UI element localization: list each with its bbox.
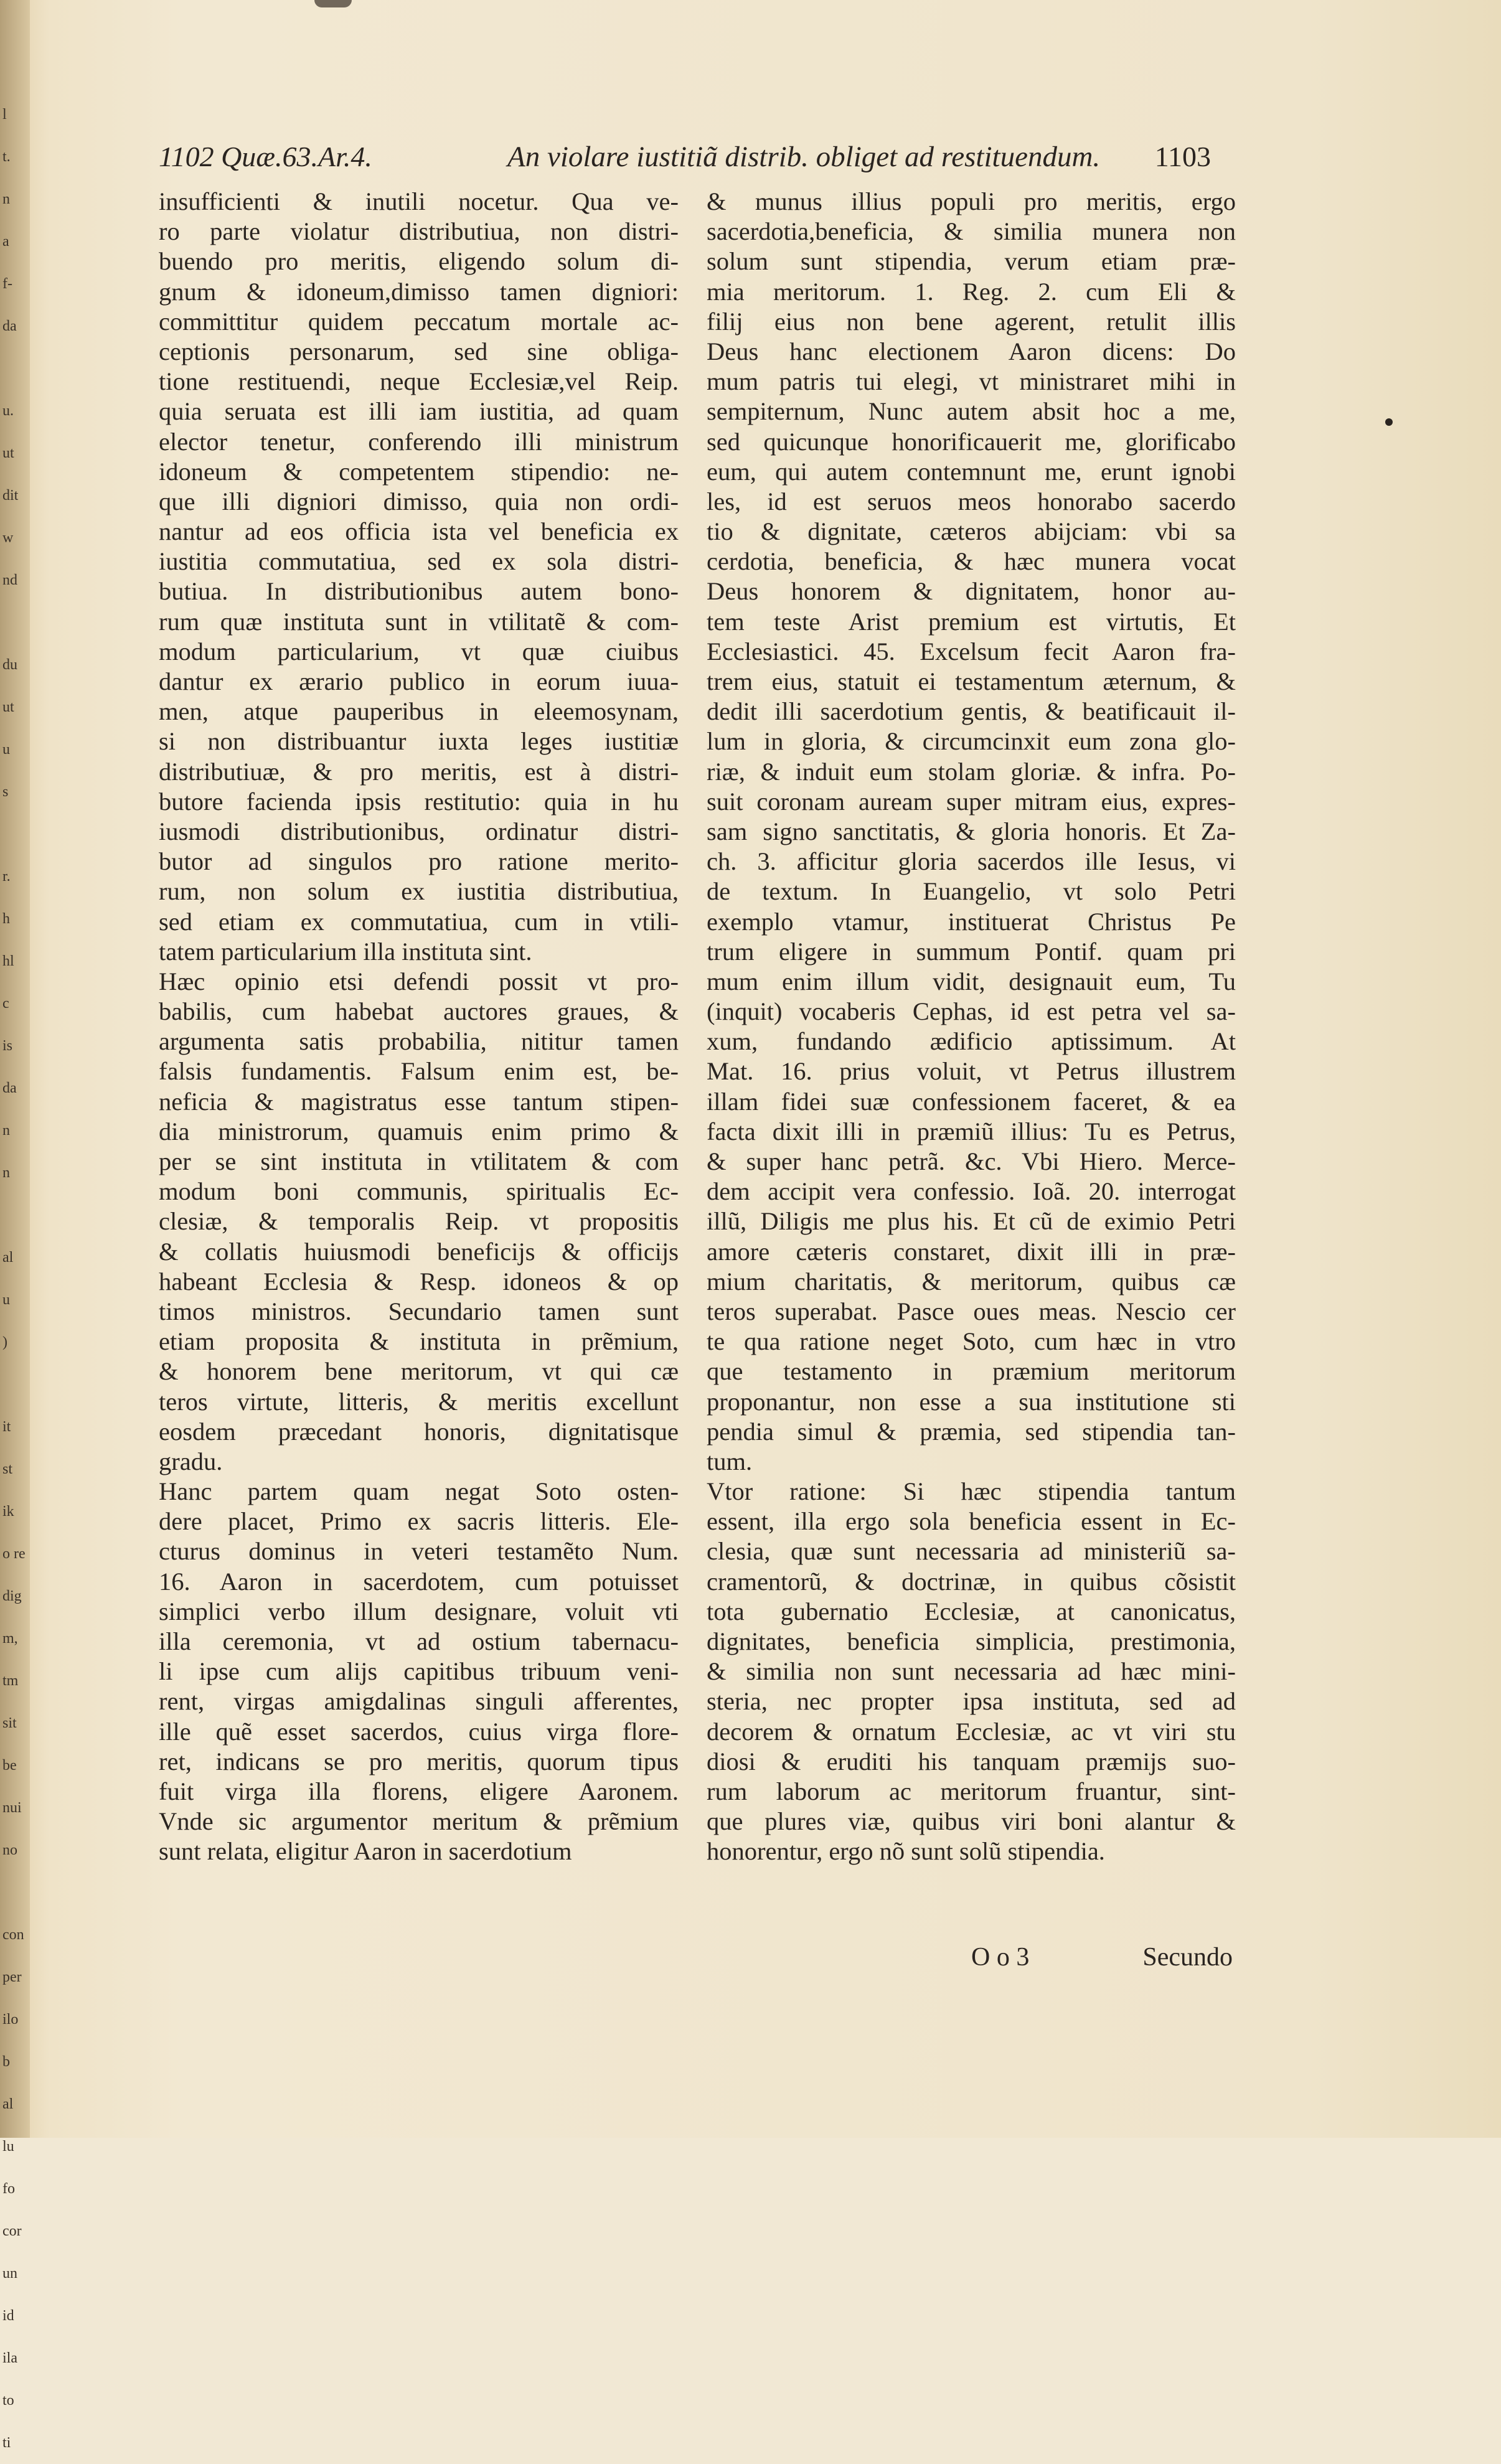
text-line: rent, virgas amigdalinas singuli afferentes, bbox=[159, 1687, 679, 1716]
left-text-column bbox=[159, 187, 679, 1867]
text-line: ret, indicans se pro meritis, quorum tipus bbox=[159, 1747, 679, 1775]
text-line: Deus hanc electionem Aaron dicens: Do bbox=[707, 337, 1236, 365]
text-line: clesiæ, & temporalis Reip. vt propositis bbox=[159, 1207, 679, 1236]
text-line: teros virtute, litteris, & meritis excellunt bbox=[159, 1387, 679, 1416]
text-line: mum enim illum vidit, designauit eum, Tu bbox=[707, 967, 1236, 995]
text-line: modum boni communis, spiritualis Ec- bbox=[159, 1177, 679, 1206]
text-line: & munus illius populi pro meritis, ergo bbox=[707, 187, 1236, 215]
text-line: rum quæ instituta sunt in vtilitatẽ & com- bbox=[159, 607, 679, 636]
text-line: illam fidei suæ confessionem faceret, & ea bbox=[707, 1087, 1236, 1116]
text-line: tione restituendi, neque Ecclesiæ,vel Reip. bbox=[159, 367, 679, 396]
text-line: cerdotia, beneficia, & hæc munera vocat bbox=[707, 547, 1236, 576]
text-line: de textum. In Euangelio, vt solo Petri bbox=[707, 877, 1236, 906]
text-line: iusmodi distributionibus, ordinatur distri- bbox=[159, 817, 679, 845]
text-line: xum, fundando ædificio aptissimum. At bbox=[707, 1027, 1236, 1056]
text-line: elector tenetur, conferendo illi ministrum bbox=[159, 427, 679, 456]
text-line: dedit illi sacerdotium gentis, & beatificauit il- bbox=[707, 697, 1236, 726]
text-line: mia meritorum. 1. Reg. 2. cum Eli & bbox=[707, 277, 1236, 306]
text-line: insufficienti & inutili nocetur. Qua ve- bbox=[159, 187, 679, 215]
text-line: nantur ad eos officia ista vel beneficia ex bbox=[159, 517, 679, 546]
text-line: ro parte violatur distributiua, non distri- bbox=[159, 217, 679, 246]
text-line: Vnde sic argumentor meritum & prẽmium bbox=[159, 1807, 679, 1836]
text-line: tum. bbox=[707, 1447, 753, 1475]
page-footer bbox=[971, 1942, 1233, 1972]
text-line: proponantur, non esse a sua institutione sti bbox=[707, 1387, 1236, 1416]
text-line: & collatis huiusmodi beneficijs & officijs bbox=[159, 1237, 679, 1266]
text-line: eosdem præcedant honoris, dignitatisque bbox=[159, 1417, 679, 1446]
page-number-right: 1103 bbox=[1154, 141, 1211, 172]
text-line: cturus dominus in veteri testamẽto Num. bbox=[159, 1537, 679, 1566]
text-line: men, atque pauperibus in eleemosynam, bbox=[159, 697, 679, 726]
text-line: clesia, quæ sunt necessaria ad ministeriũ sa- bbox=[707, 1537, 1236, 1566]
text-line: Mat. 16. prius voluit, vt Petrus illustrem bbox=[707, 1057, 1236, 1086]
text-line: etiam proposita & instituta in prẽmium, bbox=[159, 1327, 679, 1356]
text-line: committitur quidem peccatum mortale ac- bbox=[159, 307, 679, 336]
text-line: butor ad singulos pro ratione merito- bbox=[159, 847, 679, 876]
text-line: filij eius non bene agerent, retulit illis bbox=[707, 307, 1236, 336]
text-line: per se sint instituta in vtilitatem & com bbox=[159, 1147, 679, 1175]
text-line: idoneum & competentem stipendio: ne- bbox=[159, 457, 679, 486]
text-line: trum eligere in summum Pontif. quam pri bbox=[707, 937, 1236, 966]
text-line: honorentur, ergo nõ sunt solũ stipendia. bbox=[707, 1837, 1105, 1866]
running-head bbox=[159, 140, 1211, 184]
text-line: sempiternum, Nunc autem absit hoc a me, bbox=[707, 397, 1236, 426]
text-line: timos ministros. Secundario tamen sunt bbox=[159, 1297, 679, 1325]
text-line: dignitates, beneficia simplicia, prestimonia, bbox=[707, 1627, 1236, 1655]
text-line: que illi digniori dimisso, quia non ordi- bbox=[159, 487, 679, 515]
text-line: sed etiam ex commutatiua, cum in vtili- bbox=[159, 907, 679, 936]
text-line: li ipse cum alijs capitibus tribuum veni- bbox=[159, 1657, 679, 1686]
text-line: babilis, cum habebat auctores graues, & bbox=[159, 997, 679, 1026]
text-line: lum in gloria, & circumcinxit eum zona glo- bbox=[707, 727, 1236, 756]
text-line: te qua ratione neget Soto, cum hæc in vtro bbox=[707, 1327, 1236, 1356]
text-line: Hanc partem quam negat Soto osten- bbox=[159, 1477, 679, 1506]
text-line: mium charitatis, & meritorum, quibus cæ bbox=[707, 1267, 1236, 1295]
text-line: & super hanc petrã. &c. Vbi Hiero. Merce- bbox=[707, 1147, 1236, 1175]
text-line: & honorem bene meritorum, vt qui cæ bbox=[159, 1357, 679, 1386]
text-line: Deus honorem & dignitatem, honor au- bbox=[707, 577, 1236, 606]
right-text-column bbox=[707, 187, 1236, 1867]
text-line: tatem particularium illa instituta sint. bbox=[159, 937, 532, 966]
facing-page-edge-text: l t. n a f- da u. ut dit w nd du ut u s r. h hl c is da n n al u ) it st ik o re dig m, tm sit be nui no con per ilo b al lu fo cor un id ila to ti bbox=[2, 106, 26, 2451]
text-line: les, id est seruos meos honorabo sacerdo bbox=[707, 487, 1236, 515]
text-line: sunt relata, eligitur Aaron in sacerdotium bbox=[159, 1837, 572, 1866]
text-line: dia ministrorum, quamuis enim primo & bbox=[159, 1117, 679, 1145]
text-line: mum patris tui elegi, vt ministraret mihi in bbox=[707, 367, 1236, 396]
text-line: fuit virga illa florens, eligere Aaronem. bbox=[159, 1777, 679, 1805]
text-line: trem eius, statuit ei testamentum æternum, & bbox=[707, 667, 1236, 695]
text-line: eum, qui autem contemnunt me, erunt ignobi bbox=[707, 457, 1236, 486]
text-line: dere placet, Primo ex sacris litteris. Ele- bbox=[159, 1507, 679, 1536]
binding-gutter bbox=[0, 0, 30, 2451]
text-line: steria, nec propter ipsa instituta, sed ad bbox=[707, 1687, 1236, 1716]
signature-mark: O o 3 bbox=[971, 1943, 1030, 1972]
text-line: diosi & eruditi his tanquam præmijs suo- bbox=[707, 1747, 1236, 1775]
text-line: Ecclesiastici. 45. Excelsum fecit Aaron fra- bbox=[707, 637, 1236, 665]
text-line: Vtor ratione: Si hæc stipendia tantum bbox=[707, 1477, 1236, 1506]
text-line: tio & dignitate, cæteros abijciam: vbi sa bbox=[707, 517, 1236, 546]
text-line: que testamento in præmium meritorum bbox=[707, 1357, 1236, 1386]
text-line: illa ceremonia, vt ad ostium tabernacu- bbox=[159, 1627, 679, 1655]
text-line: rum laborum ac meritorum fruantur, sint- bbox=[707, 1777, 1236, 1805]
text-line: que plures viæ, quibus viri boni alantur & bbox=[707, 1807, 1236, 1836]
text-line: quia seruata est illi iam iustitia, ad quam bbox=[159, 397, 679, 426]
text-line: butiua. In distributionibus autem bono- bbox=[159, 577, 679, 606]
text-line: riæ, & induit eum stolam gloriæ. & infra. Po- bbox=[707, 757, 1236, 786]
text-line: pendia simul & præmia, sed stipendia tan- bbox=[707, 1417, 1236, 1446]
text-line: butore facienda ipsis restitutio: quia in hu bbox=[159, 787, 679, 816]
text-line: habeant Ecclesia & Resp. idoneos & op bbox=[159, 1267, 679, 1295]
text-line: argumenta satis probabilia, nititur tamen bbox=[159, 1027, 679, 1056]
ink-dot bbox=[1385, 418, 1393, 426]
text-line: si non distribuantur iuxta leges iustitiæ bbox=[159, 727, 679, 756]
running-title: An violare iustitiã distrib. obliget ad restituendum. bbox=[507, 141, 1101, 173]
text-line: ceptionis personarum, sed sine obliga- bbox=[159, 337, 679, 365]
text-line: facta dixit illi in præmiũ illius: Tu es Petrus, bbox=[707, 1117, 1236, 1145]
text-line: neficia & magistratus esse tantum stipen- bbox=[159, 1087, 679, 1116]
text-line: sed quicunque honorificauerit me, glorificabo bbox=[707, 427, 1236, 456]
text-line: gradu. bbox=[159, 1447, 223, 1475]
text-line: cramentorũ, & doctrinæ, in quibus cõsistit bbox=[707, 1567, 1236, 1596]
text-line: ch. 3. afficitur gloria sacerdos ille Iesus, vi bbox=[707, 847, 1236, 876]
text-line: dantur ex ærario publico in eorum iuua- bbox=[159, 667, 679, 695]
text-line: ille quẽ esset sacerdos, cuius virga flore- bbox=[159, 1717, 679, 1746]
text-line: falsis fundamentis. Falsum enim est, be- bbox=[159, 1057, 679, 1086]
text-line: distributiuæ, & pro meritis, est à distri- bbox=[159, 757, 679, 786]
text-line: essent, illa ergo sola beneficia essent in Ec- bbox=[707, 1507, 1236, 1536]
text-line: decorem & ornatum Ecclesiæ, ac vt viri stu bbox=[707, 1717, 1236, 1746]
text-line: exemplo vtamur, instituerat Christus Pe bbox=[707, 907, 1236, 936]
text-line: & similia non sunt necessaria ad hæc mini- bbox=[707, 1657, 1236, 1686]
text-line: tem teste Arist premium est virtutis, Et bbox=[707, 607, 1236, 636]
text-line: gnum & idoneum,dimisso tamen digniori: bbox=[159, 277, 679, 306]
text-line: dem accipit vera confessio. Ioã. 20. interrogat bbox=[707, 1177, 1236, 1206]
text-line: teros superabat. Pasce oues meas. Nescio cer bbox=[707, 1297, 1236, 1325]
text-line: tota gubernatio Ecclesiæ, at canonicatus, bbox=[707, 1597, 1236, 1625]
text-line: sacerdotia,beneficia, & similia munera non bbox=[707, 217, 1236, 246]
catchword: Secundo bbox=[1142, 1943, 1233, 1972]
text-line: 16. Aaron in sacerdotem, cum potuisset bbox=[159, 1567, 679, 1596]
text-line: illũ, Diligis me plus his. Et cũ de eximio Petri bbox=[707, 1207, 1236, 1236]
text-line: modum particularium, vt quæ ciuibus bbox=[159, 637, 679, 665]
text-line: iustitia commutatiua, sed ex sola distri- bbox=[159, 547, 679, 576]
ink-blot bbox=[314, 0, 352, 7]
text-line: solum sunt stipendia, verum etiam præ- bbox=[707, 247, 1236, 276]
text-line: (inquit) vocaberis Cephas, id est petra vel sa- bbox=[707, 997, 1236, 1026]
text-line: buendo pro meritis, eligendo solum di- bbox=[159, 247, 679, 276]
text-line: sam signo sanctitatis, & gloria honoris. Et Za- bbox=[707, 817, 1236, 845]
text-line: simplici verbo illum designare, voluit vti bbox=[159, 1597, 679, 1625]
text-line: amore cæteris constaret, dixit illi in præ- bbox=[707, 1237, 1236, 1266]
page-number-left: 1102 Quæ.63.Ar.4. bbox=[159, 141, 372, 172]
text-line: rum, non solum ex iustitia distributiua, bbox=[159, 877, 679, 906]
text-line: suit coronam auream super mitram eius, expres- bbox=[707, 787, 1236, 816]
text-line: Hæc opinio etsi defendi possit vt pro- bbox=[159, 967, 679, 995]
